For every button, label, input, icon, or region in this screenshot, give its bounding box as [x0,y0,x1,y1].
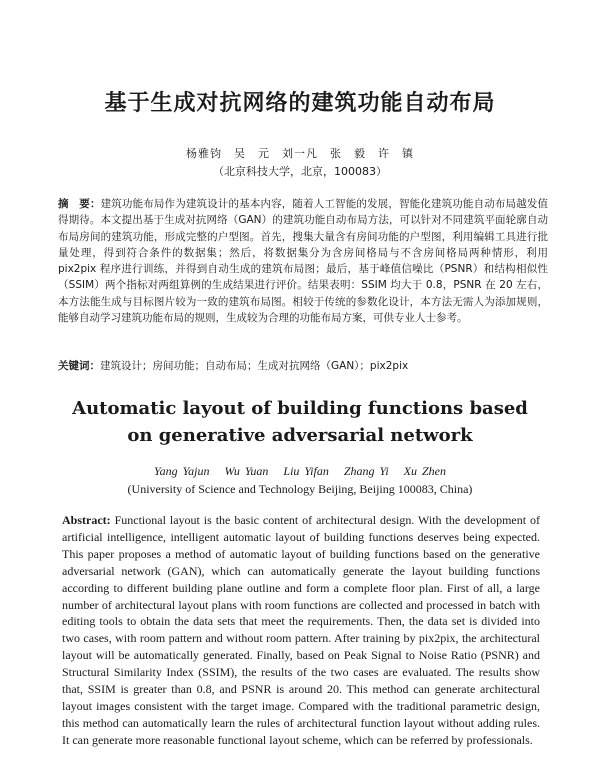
author-name: Yang Yajun [154,464,210,478]
english-authors [0,464,600,479]
english-abstract [62,512,540,749]
chinese-keywords-text: 建筑设计；房间功能；自动布局；生成对抗网络（GAN）；pix2pix [100,360,409,372]
author-name: Zhang Yi [343,464,389,478]
chinese-abstract [58,196,548,326]
english-title-line-2: on generative adversarial network [127,425,473,446]
author-name: Wu Yuan [224,464,269,478]
chinese-keywords [58,358,548,373]
chinese-affiliation: （北京科技大学，北京，100083） [213,165,387,178]
english-affiliation: (University of Science and Technology Beijing, Beijing 100083, China) [127,482,473,496]
english-abstract-text: Functional layout is the basic content of architectural design. With the development of artificial intelligence, intelligent automatic layout of building functions deserves being expected. This paper proposes a method of automatic layout of building functions based on the generative adversarial network (GAN), which can automatically generate the layout building functions according to different building plane outline and form a complete floor plan. First of all, a large number of architectural layout plans with room functions are collected and processed in batch with editing tools to obtain the data sets that meet the requirements. Then, the data set is divided into two cases, with room pattern and without room pattern. After training by pix2pix, the architectural layout will be automatically generated. Finally, based on Peak Signal to Noise Ratio (PSNR) and Structural Similarity Index (SSIM), the results of the two cases are evaluated. The results show that, SSIM is greater than 0.8, and PSNR is around 20. This method can generate architectural layout images consistent with the target image. Compared with the traditional parametric design, this method can automatically learn the rules of architectural function layout without adding rules. It can generate more reasonable functional layout scheme, which can be referred by professionals. [62,513,540,747]
author-name: Liu Yifan [283,464,329,478]
chinese-authors: 杨雅钧 吴 元 刘一凡 张 毅 许 镇 [186,147,414,160]
chinese-keywords-label: 关键词： [58,360,100,372]
english-title [0,395,600,449]
chinese-abstract-label: 摘 要： [58,198,101,210]
chinese-title: 基于生成对抗网络的建筑功能自动布局 [104,91,496,116]
chinese-abstract-text: 建筑功能布局作为建筑设计的基本内容，随着人工智能的发展，智能化建筑功能自动布局越发值得期待。本文提出基于生成对抗网络（GAN）的建筑功能自动布局方法，可以针对不同建筑平面轮廓自动布局房间的建筑功能，形成完整的户型图。首先，搜集大量含有房间功能的户型图，利用编辑工具进行批量处理，得到符合条件的数据集；然后，将数据集分为含房间格局与不含房间格局两种情形，利用 pix2pix 程序进行训练，并得到自动生成的建筑布局图；最后，基于峰值信噪比（PSNR）和结构相似性（SSIM）两个指标对两组算例的生成结果进行评价。结果表明：SSIM 均大于 0.8，PSNR 在 20 左右，本方法能生成与目标图片较为一致的建筑布局图。相较于传统的参数化设计，本方法无需人为添加规则，能够自动学习建筑功能布局的规则，生成较为合理的功能布局方案，可供专业人士参考。 [58,198,549,325]
english-abstract-label: Abstract: [62,513,111,527]
english-title-line-1: Automatic layout of building functions based [72,398,528,419]
author-name: Xu Zhen [403,464,446,478]
